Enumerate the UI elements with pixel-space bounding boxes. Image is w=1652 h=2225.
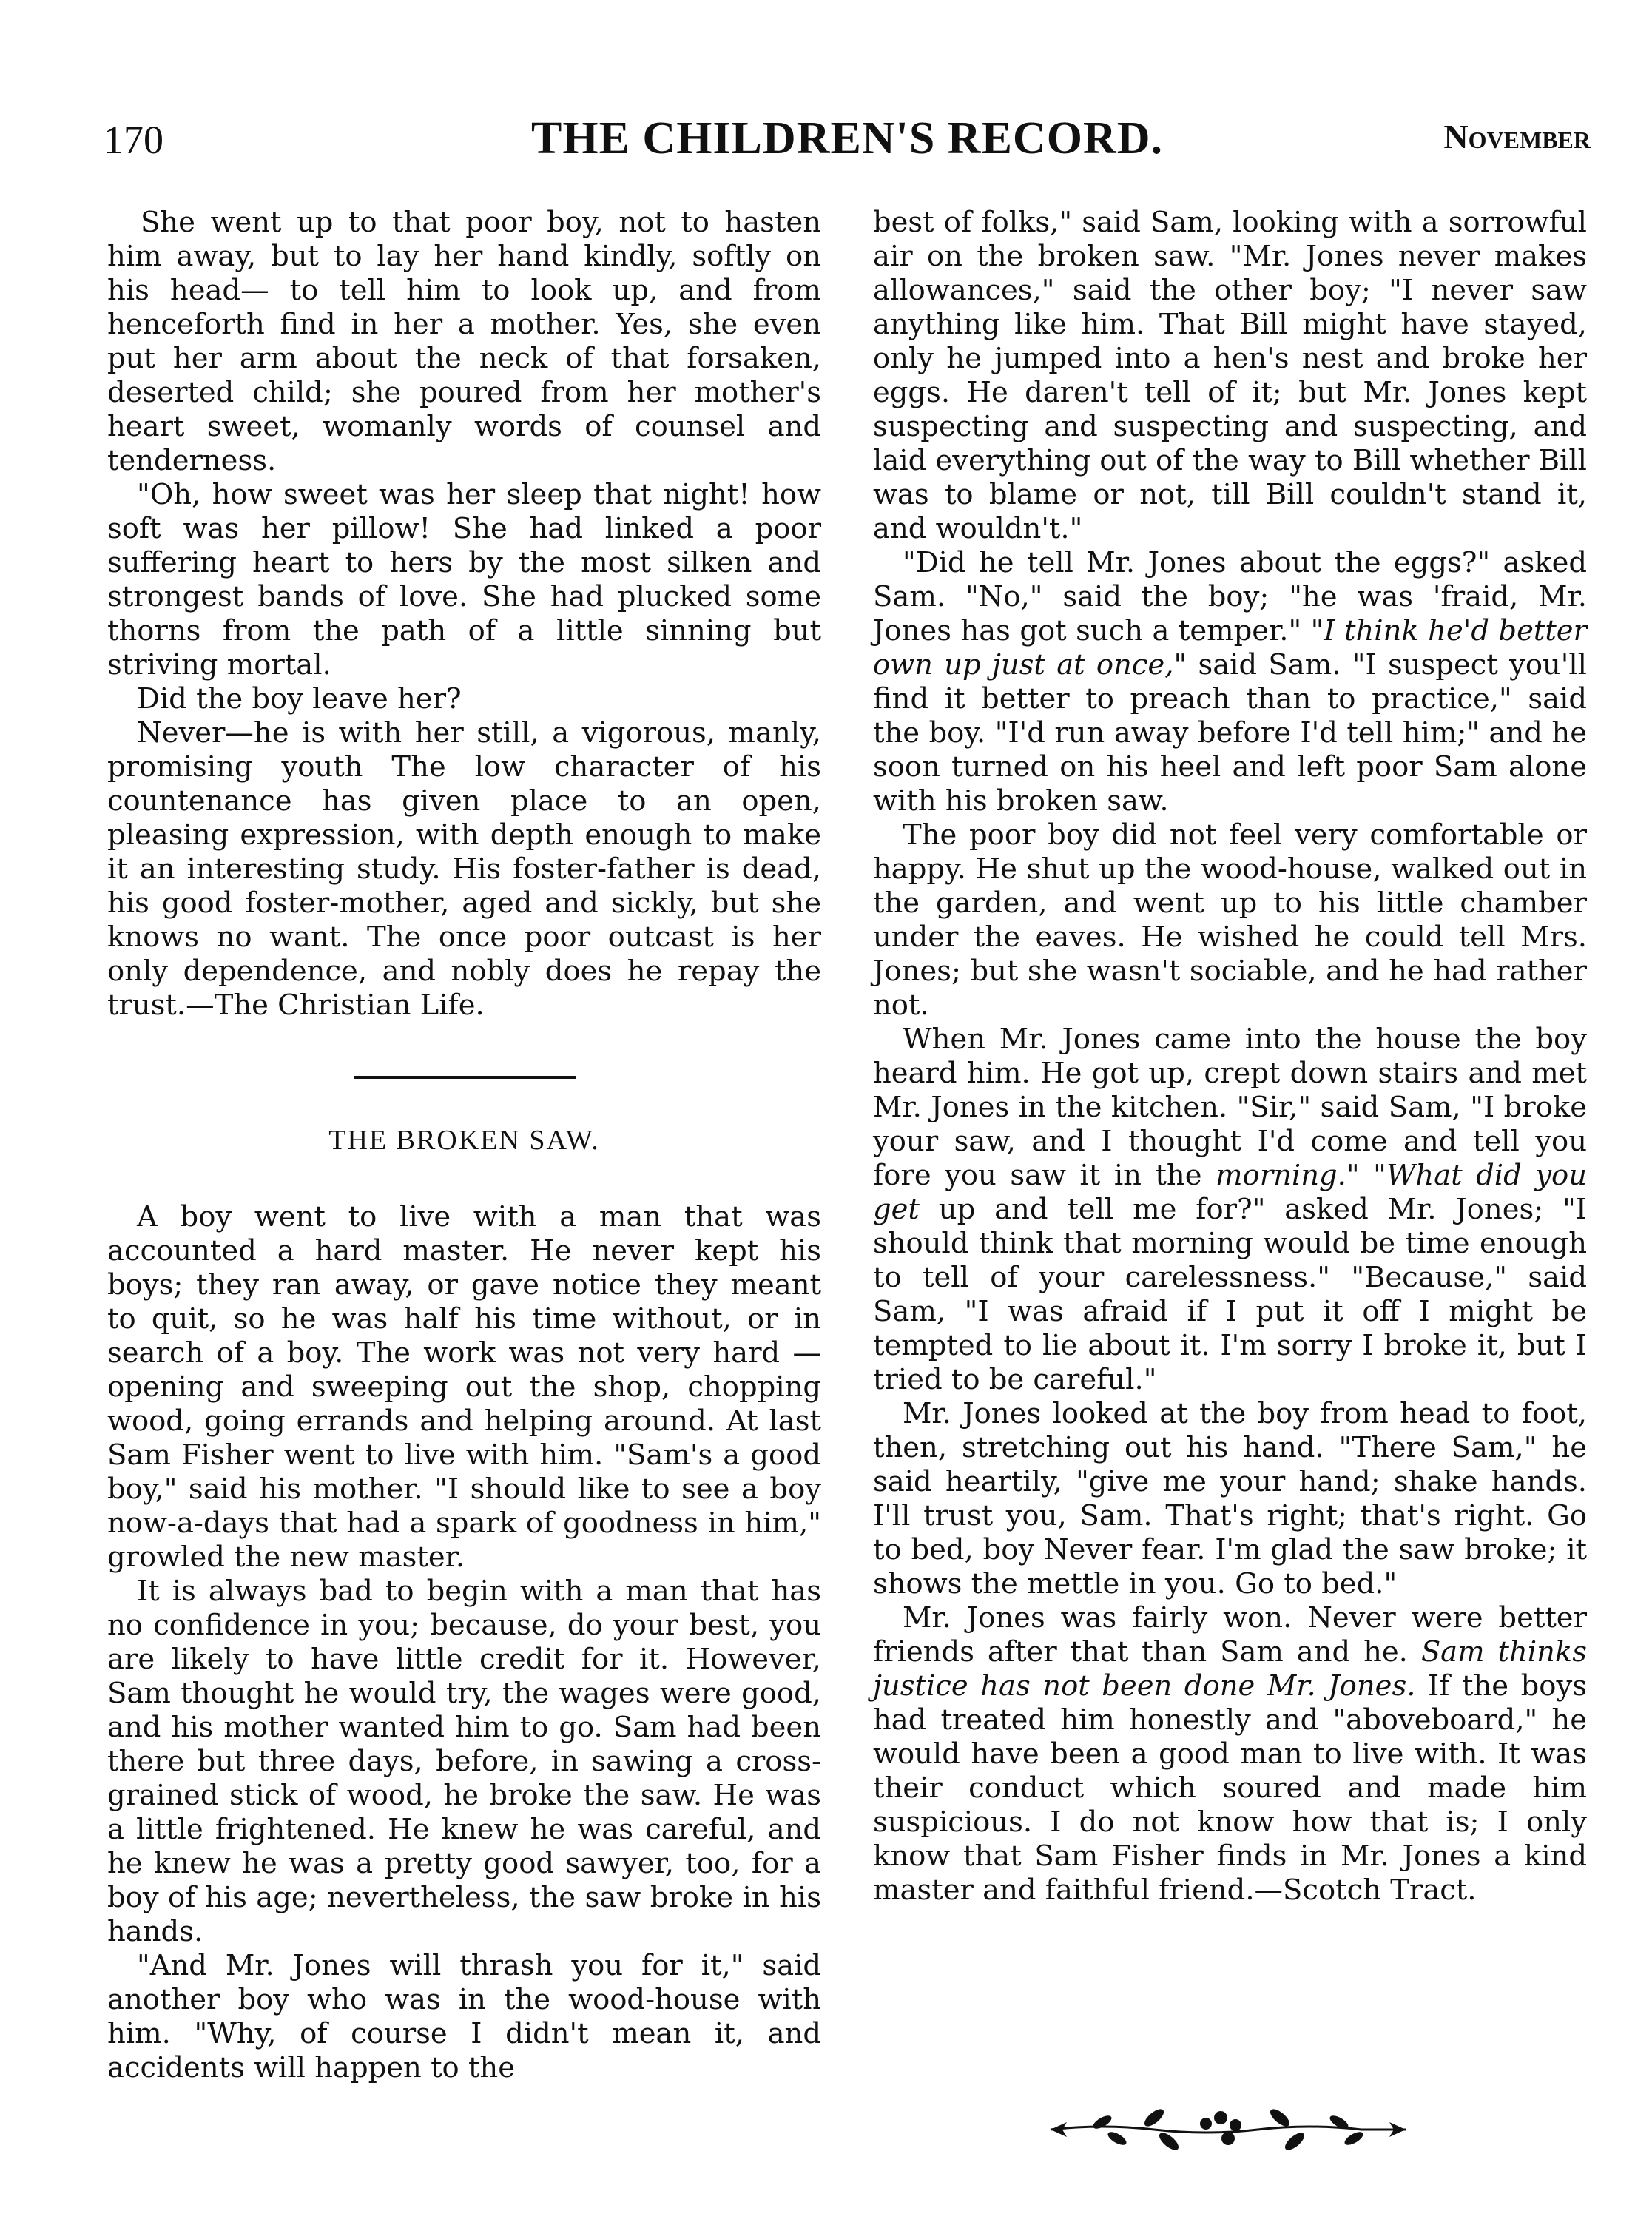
text-run: If the boys had treated him honestly and "aboveboard," he would have been a good man to live with. It was their conduct which soured and made him suspicious. I do not know how that is; I only know that Sam Fisher finds in Mr. Jones a kind master and faithful friend.—Scotch Tract. (873, 1669, 1587, 1907)
page-header (104, 113, 1591, 176)
left-column (107, 206, 821, 2085)
section-divider (354, 1076, 576, 1079)
italic-text: Sam thinks justice has not been done Mr. Jones. (873, 1635, 1588, 1703)
paragraph: It is always bad to begin with a man that has no confidence in you; because, do your best, you are likely to have little credit for it. However, Sam thought he would try, the wages were good, and his mother wanted him to go. Sam had been there but three days, before, in sawing a cross-grained stick of wood, he broke the saw. He was a little frightened. He knew he was careful, and he knew he was a pretty good sawyer, too, for a boy of his age; nevertheless, the saw broke in his hands. (107, 1575, 821, 1948)
paragraph: Did the boy leave her? (137, 682, 462, 716)
italic-text: "I think he'd better own up just at once," (873, 614, 1587, 681)
text-run: When Mr. Jones came into the house the boy heard him. He got up, crept down stairs and met Mr. Jones in the kitchen. "Sir," said Sam, "I broke your saw, and I thought I'd come and tell you fore you saw it in the (873, 1023, 1587, 1192)
right-column (873, 206, 1587, 1908)
text-run: up and tell me for?" asked Mr. Jones; "I should think that morning would be time enough to tell of your carelessness." "Because," said Sam, "I was afraid if I put it off I might be tempted to lie about it. I'm sorry I broke it, but I tried to be careful." (873, 1193, 1587, 1396)
paragraph: best of folks," said Sam, looking with a sorrowful air on the broken saw. "Mr. Jones never makes allowances," said the other boy; "I never saw anything like him. That Bill might have stayed, only he jumped into a hen's nest and broke her eggs. He daren't tell of it; but Mr. Jones kept suspecting and suspecting and suspecting, and laid everything out of the way to Bill whether Bill was to blame or not, till Bill couldn't stand it, and wouldn't." (873, 206, 1587, 545)
paragraph: Mr. Jones looked at the boy from head to foot, then, stretching out his hand. "There Sam," he said heartily, "give me your hand; shake hands. I'll trust you, Sam. That's right; that's right. Go to bed, boy Never fear. I'm glad the saw broke; it shows the mettle in you. Go to bed." (873, 1397, 1587, 1600)
paragraph: She went up to that poor boy, not to hasten him away, but to lay her hand kindly, softly on his head— to tell him to look up, and from henceforth find in her a mother. Yes, she even put her arm about the neck of that forsaken, deserted child; she poured from her mother's heart sweet, womanly words of counsel and tenderness. (107, 206, 821, 477)
paragraph (873, 1023, 1587, 1397)
paragraph: Never—he is with her still, a vigorous, manly, promising youth The low character of his countenance has given place to an open, pleasing expression, with depth enough to make it an interesting study. His foster-father is dead, his good foster-mother, aged and sickly, but she knows no want. The once poor outcast is her only dependence, and nobly does he repay the trust.—The Christian Life. (107, 716, 821, 1022)
paragraph: The poor boy did not feel very comfortable or happy. He shut up the wood-house, walked out in the garden, and went up to his little chamber under the eaves. He wished he could tell Mrs. Jones; but she wasn't sociable, and he had rather not. (873, 818, 1587, 1022)
italic-text: morning." "What did you get (873, 1159, 1587, 1226)
text-run: Mr. Jones was fairly won. Never were better friends after that than Sam and he. (873, 1601, 1587, 1669)
journal-title: THE CHILDREN'S RECORD. (531, 113, 1163, 164)
paragraph: "Oh, how sweet was her sleep that night! how soft was her pillow! She had linked a poor suffering heart to hers by the most silken and strongest bands of love. She had plucked some thorns from the path of a little sinning but striving mortal. (107, 478, 821, 681)
floral-vine-ornament-icon (1036, 2101, 1420, 2153)
article-title: THE BROKEN SAW. (328, 1125, 600, 1156)
paragraph: "And Mr. Jones will thrash you for it," said another boy who was in the wood-house with him. "Why, of course I didn't mean it, and accidents will happen to the (107, 1949, 821, 2084)
page-number: 170 (104, 118, 163, 162)
paragraph (873, 1601, 1587, 1908)
text-run: "Did he tell Mr. Jones about the eggs?" asked Sam. "No," said the boy; "he was 'fraid, Mr. Jones has got such a temper." (873, 546, 1587, 647)
paragraph (873, 546, 1587, 818)
paragraph: A boy went to live with a man that was accounted a hard master. He never kept his boys; they ran away, or gave notice they meant to quit, so he was half his time without, or in search of a boy. The work was not very hard — opening and sweeping out the shop, chopping wood, going errands and helping around. At last Sam Fisher went to live with him. "Sam's a good boy," said his mother. "I should like to see a boy now-a-days that had a spark of goodness in him," growled the new master. (107, 1200, 821, 1574)
text-run: said Sam. "I suspect you'll find it better to preach than to practice," said the boy. "I'd run away before I'd tell him;" and he soon turned on his heel and left poor Sam alone with his broken saw. (873, 648, 1587, 818)
issue-month: November (1443, 118, 1591, 155)
